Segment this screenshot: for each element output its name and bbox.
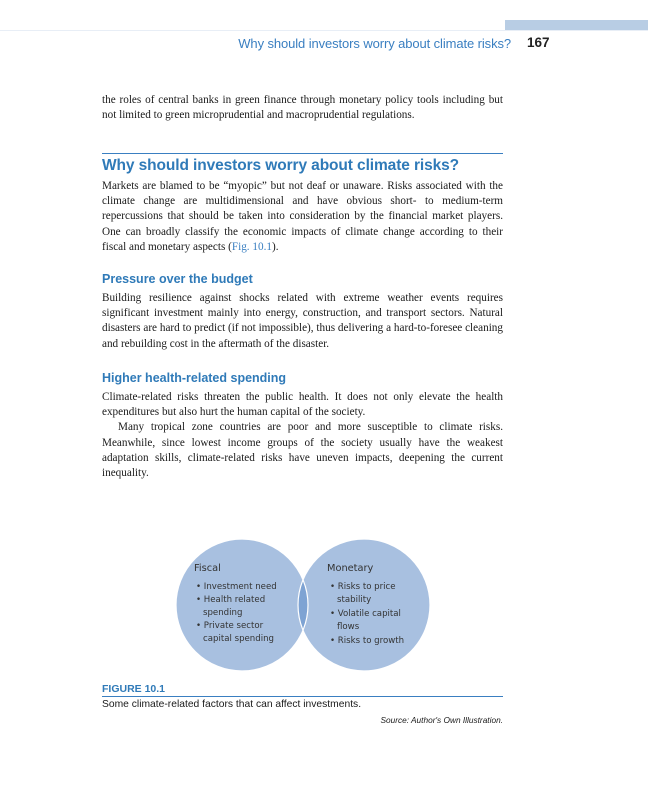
running-head: Why should investors worry about climate risks? (238, 36, 511, 51)
figure-caption: Some climate-related factors that can affect investments. (102, 699, 362, 710)
header-rule (0, 30, 648, 31)
intro-paragraph: the roles of central banks in green finance through monetary policy tools including but not limited to green microprudential and macroprudential regulations. (102, 94, 503, 122)
subsection-heading-budget: Pressure over the budget (102, 272, 253, 286)
fiscal-line: capital spending (203, 634, 274, 644)
fiscal-line: • Investment need (196, 582, 277, 592)
figure-reference-link[interactable]: Fig. 10.1 (231, 240, 272, 253)
fiscal-line: spending (203, 608, 243, 618)
section-heading: Why should investors worry about climate risks? (102, 157, 460, 174)
monetary-line: flows (337, 622, 360, 632)
subsection-health (102, 371, 503, 481)
intro-block (102, 93, 503, 123)
monetary-line: • Volatile capital (330, 609, 401, 619)
monetary-line: • Risks to price (330, 582, 396, 592)
fiscal-circle (176, 539, 308, 671)
section-paragraph-text: Markets are blamed to be “myopic” but not deaf or unaware. Risks associated with the climate change are multidimensional and have obvious short- to medium-term repercussions that should be taken into consideration by the financial market players. One can broadly classify the economic impacts of climate change according to their fiscal and monetary aspects ( (102, 180, 503, 253)
health-paragraph-2: Many tropical zone countries are poor and more susceptible to climate risks. Meanwhile, since lowest income groups of the society usually have the weakest adaptation skills, climate-related risks have uneven impacts, deepening the current inequality. (102, 421, 503, 480)
section-paragraph (102, 179, 503, 255)
page-number: 167 (527, 35, 550, 50)
health-paragraph-1: Climate-related risks threaten the public health. It does not only elevate the health expenditures but also hurt the human capital of the society. (102, 391, 503, 419)
subsection-budget (102, 272, 503, 352)
section-paragraph-end: ). (271, 240, 279, 253)
section-main (102, 157, 503, 255)
fiscal-line: • Health related (196, 595, 266, 605)
section-rule (102, 153, 503, 154)
monetary-line: • Risks to growth (330, 636, 405, 646)
subsection-heading-health: Higher health-related spending (102, 371, 287, 385)
venn-diagram (176, 529, 434, 681)
budget-paragraph: Building resilience against shocks related with extreme weather events requires significant investment mainly into energy, construction, and transport sectors. Natural disasters are hard to predict (if not impossible), thus delivering a hard-to-foresee cleaning and rebuilding cost in the aftermath of the disaster. (102, 292, 503, 350)
monetary-line: stability (337, 595, 372, 605)
monetary-title: Monetary (327, 563, 374, 574)
header-accent-bar (505, 20, 648, 30)
figure-rule (102, 696, 503, 697)
figure-source: Source: Author's Own Illustration. (380, 715, 503, 725)
fiscal-title: Fiscal (194, 563, 221, 574)
monetary-circle (298, 539, 430, 671)
figure-label: FIGURE 10.1 (102, 683, 166, 695)
fiscal-line: • Private sector (196, 621, 264, 631)
